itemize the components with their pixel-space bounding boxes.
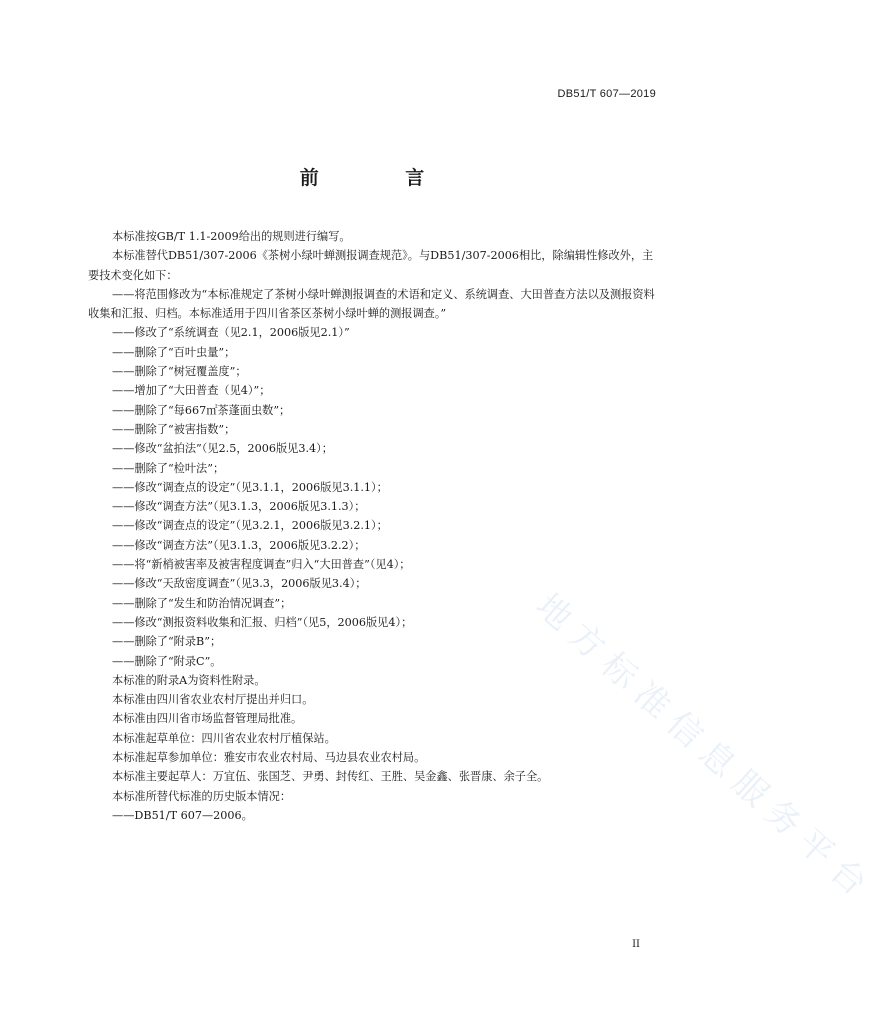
intro-paragraph-2: 本标准替代DB51/307-2006《茶树小绿叶蝉测报调查规范》。与DB51/307-2006相比，除编辑性修改外，主要技术变化如下：	[88, 249, 654, 282]
list-item: ——增加了“大田普查（见4）”；	[112, 384, 271, 398]
list-item: ——修改“盆拍法”（见2.5，2006版见3.4）；	[112, 442, 333, 456]
list-item: ——修改“调查点的设定”（见3.2.1，2006版见3.2.1）；	[112, 519, 388, 533]
intro-paragraph-3: ——将范围修改为“本标准规定了茶树小绿叶蝉测报调查的术语和定义、系统调查、大田普查方法以及测报资料收集和汇报、归档。本标准适用于四川省茶区茶树小绿叶蝉的测报调查。”	[88, 287, 655, 321]
list-item: ——删除了“每667㎡茶蓬面虫数”；	[112, 403, 291, 417]
list-item: ——修改“测报资料收集和汇报、归档”（见5，2006版见4）；	[112, 615, 413, 629]
changes-list	[88, 323, 660, 670]
list-item: ——修改“调查点的设定”（见3.1.1，2006版见3.1.1）；	[112, 480, 388, 494]
list-item: ——删除了“被害指数”；	[112, 422, 236, 436]
page-number: II	[632, 939, 640, 950]
statement-line: 本标准主要起草人：万宜伍、张国芝、尹勇、封传红、王胜、吴金鑫、张晋康、余子全。	[112, 770, 549, 784]
list-item: ——修改“天敌密度调查”（见3.3，2006版见3.4）；	[112, 577, 367, 591]
list-item: ——修改“调查方法”（见3.1.3，2006版见3.1.3）；	[112, 500, 366, 514]
list-item: ——将“新梢被害率及被害程度调查”归入“大田普查”（见4）；	[112, 558, 411, 572]
closing-statements	[88, 671, 660, 825]
statement-line: 本标准所替代标准的历史版本情况：	[112, 789, 292, 803]
list-item: ——删除了“百叶虫量”；	[112, 345, 236, 359]
statement-line: 本标准由四川省农业农村厅提出并归口。	[112, 693, 314, 707]
page-title: 前 言	[299, 167, 465, 189]
statement-line: 本标准的附录A为资料性附录。	[112, 673, 266, 687]
statement-line: 本标准由四川省市场监督管理局批准。	[112, 712, 303, 726]
list-item: ——删除了“附录B”；	[112, 635, 222, 649]
list-item: ——删除了“树冠覆盖度”；	[112, 365, 247, 379]
list-item: ——修改了“系统调查（见2.1，2006版见2.1）”	[112, 326, 350, 340]
document-body	[88, 227, 660, 825]
statement-line: 本标准起草参加单位：雅安市农业农村局、马边县农业农村局。	[112, 751, 426, 765]
statement-line: 本标准起草单位：四川省农业农村厅植保站。	[112, 731, 336, 745]
intro-paragraph-1: 本标准按GB/T 1.1-2009给出的规则进行编写。	[112, 230, 351, 243]
list-item: ——删除了“检叶法”；	[112, 461, 225, 475]
statement-line: ——DB51/T 607—2006。	[112, 808, 253, 822]
list-item: ——删除了“附录C”。	[112, 654, 222, 668]
watermark: 地方标准信息服务平台	[527, 585, 882, 911]
document-code: DB51/T 607—2019	[557, 88, 656, 100]
list-item: ——修改“调查方法”（见3.1.3，2006版见3.2.2）；	[112, 538, 366, 552]
list-item: ——删除了“发生和防治情况调查”；	[112, 596, 292, 610]
